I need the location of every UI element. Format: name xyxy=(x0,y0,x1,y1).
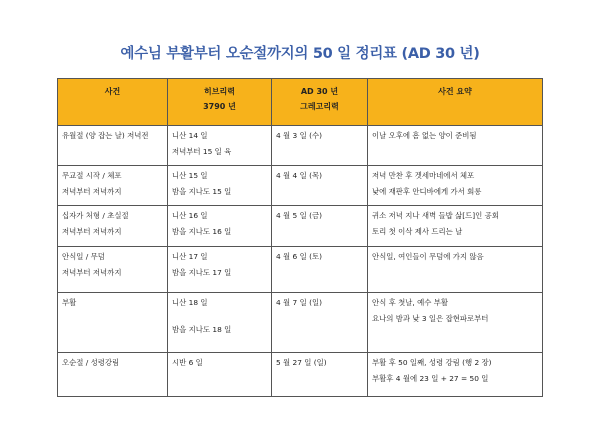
summary-cell: 안식일, 여인들이 무덤에 가지 않음 xyxy=(368,247,543,293)
table-row xyxy=(58,247,543,293)
page-title: 예수님 부활부터 오순절까지의 50 일 정리표 (AD 30 년) xyxy=(120,46,480,62)
hebrew-cell: 니산 17 일 밤을 지나도 17 일 xyxy=(168,247,272,293)
hebrew-cell: 니산 18 일 밤을 지나도 18 일 xyxy=(168,293,272,353)
event-cell: 유월절 (양 잡는 날) 저녁전 xyxy=(58,126,168,166)
hebrew-cell: 니산 16 일 밤을 지나도 16 일 xyxy=(168,206,272,247)
summary-cell: 귀소 저녁 지나 새벽 들밥 삶[드]인 공회 토리 첫 이삭 제사 드리는 날 xyxy=(368,206,543,247)
header-row xyxy=(58,79,543,126)
event-cell: 안식일 / 무덤 저녁부터 저녁까지 xyxy=(58,247,168,293)
summary-cell: 저녁 만찬 후 겟세마네에서 체포 낮에 재판후 안디바에게 가서 회롱 xyxy=(368,166,543,206)
header-gregorian: AD 30 년 그레고리력 xyxy=(272,79,368,126)
event-cell: 무교절 시작 / 체포 저녁부터 저녁까지 xyxy=(58,166,168,206)
event-cell: 부활 xyxy=(58,293,168,353)
hebrew-cell: 시반 6 일 xyxy=(168,353,272,397)
table-row xyxy=(58,206,543,247)
event-cell: 오순절 / 성령강림 xyxy=(58,353,168,397)
table-row xyxy=(58,293,543,353)
gregorian-cell: 4 월 7 일 (일) xyxy=(272,293,368,353)
gregorian-cell: 4 월 3 일 (수) xyxy=(272,126,368,166)
table-row xyxy=(58,353,543,397)
header-summary: 사건 요약 xyxy=(368,79,543,126)
summary-cell: 부활 후 50 일째, 성령 강림 (행 2 장) 부활후 4 월에 23 일 + 27 = 50 일 xyxy=(368,353,543,397)
hebrew-cell: 니산 15 일 밤을 지나도 15 일 xyxy=(168,166,272,206)
event-cell: 십자가 처형 / 초실절 저녁부터 저녁까지 xyxy=(58,206,168,247)
gregorian-cell: 4 월 5 일 (금) xyxy=(272,206,368,247)
summary-cell: 이날 오후에 흠 없는 양이 준비됨 xyxy=(368,126,543,166)
gregorian-cell: 4 월 6 일 (토) xyxy=(272,247,368,293)
table-row xyxy=(58,166,543,206)
gregorian-cell: 4 월 4 일 (목) xyxy=(272,166,368,206)
header-hebrew: 히브리력 3790 년 xyxy=(168,79,272,126)
header-event: 사건 xyxy=(58,79,168,126)
timeline-table xyxy=(57,78,543,397)
summary-cell: 안식 후 첫날, 예수 부활 요나의 밤과 낮 3 일은 잡현파로부터 xyxy=(368,293,543,353)
gregorian-cell: 5 월 27 일 (일) xyxy=(272,353,368,397)
hebrew-cell: 니산 14 일 저녁부터 15 일 육 xyxy=(168,126,272,166)
table-row xyxy=(58,126,543,166)
